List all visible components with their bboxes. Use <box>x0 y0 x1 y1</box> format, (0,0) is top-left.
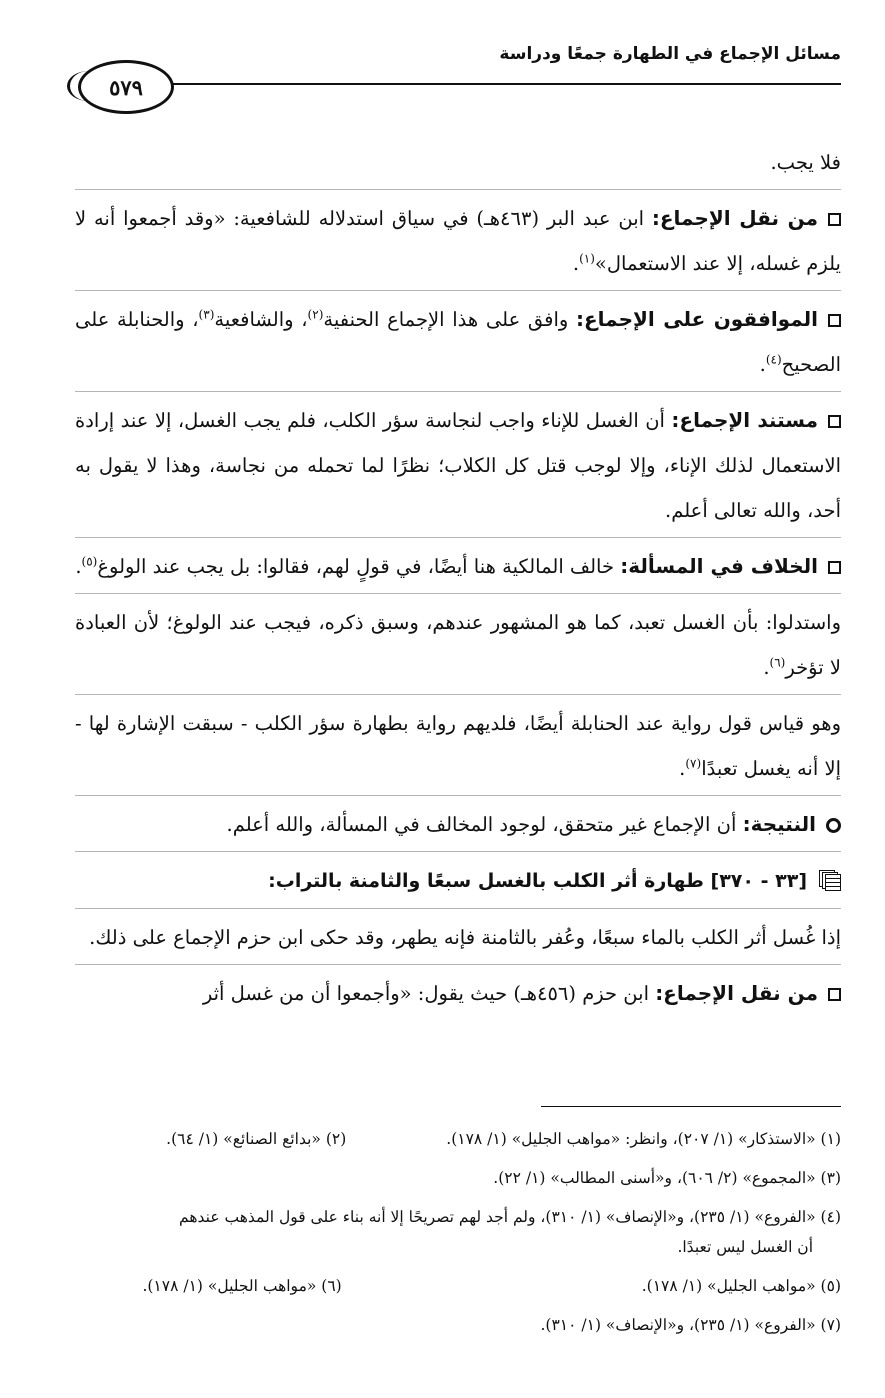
paragraph-transmitter-2 <box>75 971 841 1016</box>
punctuation: . <box>572 252 580 275</box>
paragraph-separator <box>75 795 841 796</box>
paragraph-text: خالف المالكية هنا أيضًا، في قولٍ لهم، فقالوا: بل يجب عند الولوغ <box>97 555 621 578</box>
paragraph-text: إذا غُسل أثر الكلب بالماء سبعًا، وعُفر بالثامنة فإنه يطهر، وقد حكى ابن حزم الإجماع على ذلك. <box>89 926 841 949</box>
footnote-ref[interactable]: (٥) <box>81 554 98 569</box>
paragraph-text: ابن حزم (٤٥٦هـ) حيث يقول: «وأجمعوا أن من غسل أثر <box>202 982 656 1005</box>
paragraph-text: وافق على هذا الإجماع الحنفية <box>323 308 577 331</box>
paragraph-heading: الموافقون على الإجماع: <box>576 307 818 331</box>
paragraph-section-intro <box>75 915 841 960</box>
paragraph-basis <box>75 398 841 533</box>
section-title: [٣٣ - ٣٧٠] طهارة أثر الكلب بالغسل سبعًا والثامنة بالتراب: <box>268 870 807 892</box>
paragraph-separator <box>75 694 841 695</box>
paragraph-separator <box>75 537 841 538</box>
footnote-2: (٢) «بدائع الصنائع» (١/ ٦٤). <box>166 1130 347 1148</box>
paragraph-result <box>75 802 841 847</box>
paragraph-transmitter <box>75 196 841 286</box>
paragraph-evidence <box>75 600 841 690</box>
footnote-4-line: (٤) «الفروع» (١/ ٢٣٥)، و«الإنصاف» (١/ ٣١٠)، ولم أجد لهم تصريحًا إلا أنه بناء على قول المذهب عندهم <box>179 1208 841 1226</box>
paragraph-separator <box>75 391 841 392</box>
footnote-ref[interactable]: (٧) <box>685 756 702 771</box>
page-number-badge <box>78 60 174 114</box>
footnote-ref[interactable]: (١) <box>579 251 595 266</box>
footnote-row <box>75 1271 841 1301</box>
square-bullet-icon <box>828 988 841 1001</box>
paragraph-text: أن الغسل للإناء واجب لنجاسة سؤر الكلب، فلم يجب الغسل، إلا عند إرادة الاستعمال لذلك الإناء، وإلا لوجب قتل كل الكلاب؛ نظرًا لما تحمله من نجاسة، وهذا لا يقول به أحد، والله تعالى أعلم. <box>75 409 841 522</box>
paragraph-text: فلا يجب. <box>770 151 841 174</box>
running-header-title: مسائل الإجماع في الطهارة جمعًا ودراسة <box>499 44 841 64</box>
paragraph-separator <box>75 908 841 909</box>
stacked-pages-icon <box>819 870 841 890</box>
square-bullet-icon <box>828 213 841 226</box>
footnote-ref[interactable]: (٣) <box>198 307 215 322</box>
footnotes <box>75 1124 841 1349</box>
footnote-7: (٧) «الفروع» (١/ ٢٣٥)، و«الإنصاف» (١/ ٣١٠). <box>540 1316 841 1334</box>
punctuation: . <box>759 353 766 376</box>
main-text <box>75 140 841 1016</box>
footnote-1: (١) «الاستذكار» (١/ ٢٠٧)، وانظر: «مواهب الجليل» (١/ ١٧٨). <box>446 1130 841 1148</box>
paragraph-separator <box>75 189 841 190</box>
paragraph-text: ، والشافعية <box>214 308 308 331</box>
punctuation: . <box>763 656 770 679</box>
footnote-ref[interactable]: (٢) <box>307 307 324 322</box>
punctuation: . <box>679 757 686 780</box>
square-bullet-icon <box>828 415 841 428</box>
paragraph-text: ابن عبد البر (٤٦٣هـ) في سياق استدلاله للشافعية: «وقد أجمعوا أنه لا يلزم غسله، إلا عند الاستعمال» <box>75 207 841 275</box>
paragraph-analogy <box>75 701 841 791</box>
paragraph-agreeing <box>75 297 841 387</box>
footnote-4-line: أن الغسل ليس تعبدًا. <box>677 1238 813 1256</box>
footnote-ref[interactable]: (٤) <box>765 352 782 367</box>
paragraph-conclusion <box>75 140 841 185</box>
section-heading <box>75 858 841 904</box>
paragraph-heading: مستند الإجماع: <box>671 408 818 432</box>
punctuation: . <box>75 555 82 578</box>
paragraph-heading: الخلاف في المسألة: <box>620 554 818 578</box>
paragraph-separator <box>75 290 841 291</box>
paragraph-heading: النتيجة: <box>742 812 816 836</box>
square-bullet-icon <box>828 561 841 574</box>
footnote-6: (٦) «مواهب الجليل» (١/ ١٧٨). <box>142 1277 342 1295</box>
paragraph-separator <box>75 593 841 594</box>
paragraph-separator <box>75 964 841 965</box>
footnote-4 <box>75 1202 841 1262</box>
footnote-5: (٥) «مواهب الجليل» (١/ ١٧٨). <box>641 1277 841 1295</box>
paragraph-text: واستدلوا: بأن الغسل تعبد، كما هو المشهور عندهم، وسبق ذكره، فيجب عند الولوغ؛ لأن العبادة لا تؤخر <box>75 611 841 679</box>
paragraph-dispute <box>75 544 841 589</box>
paragraph-text: ، والحنابلة على الصحيح <box>75 308 841 376</box>
circle-bullet-icon <box>826 818 841 833</box>
page-number: ٥٧٩ <box>109 74 143 100</box>
footnote-rule <box>541 1106 841 1107</box>
square-bullet-icon <box>828 314 841 327</box>
paragraph-heading: من نقل الإجماع: <box>655 981 818 1005</box>
header-rule <box>160 83 841 85</box>
paragraph-text: وهو قياس قول رواية عند الحنابلة أيضًا، فلديهم رواية بطهارة سؤر الكلب - سبقت الإشارة لها - إلا أنه يغسل تعبدًا <box>75 712 841 780</box>
footnote-ref[interactable]: (٦) <box>769 655 786 670</box>
footnote-3: (٣) «المجموع» (٢/ ٦٠٦)، و«أسنى المطالب» (١/ ٢٢). <box>493 1169 841 1187</box>
paragraph-text: أن الإجماع غير متحقق، لوجود المخالف في المسألة، والله أعلم. <box>226 813 743 836</box>
paragraph-heading: من نقل الإجماع: <box>651 206 818 230</box>
footnote-row <box>75 1124 841 1154</box>
paragraph-separator <box>75 851 841 852</box>
